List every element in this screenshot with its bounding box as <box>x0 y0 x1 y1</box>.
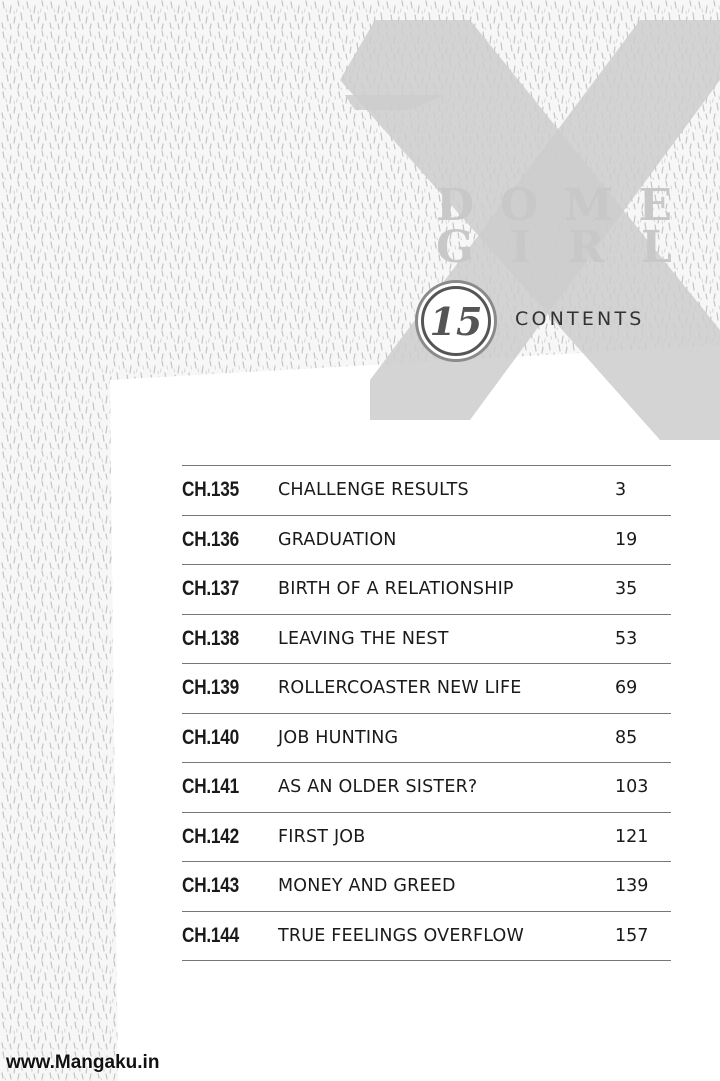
chapter-page: 85 <box>615 727 638 748</box>
chapter-page: 69 <box>615 678 638 699</box>
logo-letter: G <box>436 222 474 273</box>
toc-row <box>182 813 671 863</box>
chapter-title: TRUE FEELINGS OVERFLOW <box>278 925 525 946</box>
toc-row <box>182 763 671 813</box>
volume-number: 15 <box>421 286 491 356</box>
chapter-page: 103 <box>615 777 649 798</box>
logo-letter: L <box>641 222 672 273</box>
logo-girl <box>436 222 672 273</box>
chapter-number: CH.137 <box>182 577 239 601</box>
chapter-number: CH.140 <box>182 725 239 749</box>
logo-letter: M <box>563 180 613 231</box>
toc-row <box>182 516 671 566</box>
chapter-title: ROLLERCOASTER NEW LIFE <box>278 678 522 699</box>
toc-row <box>182 664 671 714</box>
chapter-number: CH.143 <box>182 874 239 898</box>
chapter-title: GRADUATION <box>278 529 397 550</box>
logo-letter: I <box>510 222 531 273</box>
toc-row <box>182 912 671 962</box>
chapter-number: CH.142 <box>182 824 239 848</box>
toc-row <box>182 862 671 912</box>
chapter-title: JOB HUNTING <box>278 727 399 748</box>
toc-row <box>182 466 671 516</box>
chapter-page: 53 <box>615 628 638 649</box>
chapter-number: CH.144 <box>182 923 239 947</box>
toc-row <box>182 565 671 615</box>
site-watermark: www.Mangaku.in <box>6 1052 160 1073</box>
logo-letter: E <box>638 180 672 231</box>
logo-letter: R <box>567 222 605 273</box>
chapter-page: 3 <box>615 480 627 501</box>
chapter-title: CHALLENGE RESULTS <box>278 480 469 501</box>
chapter-title: FIRST JOB <box>278 826 366 847</box>
logo-letter: D <box>436 180 475 231</box>
toc-row <box>182 615 671 665</box>
chapter-page: 35 <box>615 579 638 600</box>
chapter-number: CH.135 <box>182 478 239 502</box>
chapter-page: 139 <box>615 876 649 897</box>
contents-heading: CONTENTS <box>515 308 645 330</box>
chapter-title: BIRTH OF A RELATIONSHIP <box>278 579 514 600</box>
chapter-number: CH.141 <box>182 775 239 799</box>
chapter-page: 19 <box>615 529 638 550</box>
chapter-number: CH.136 <box>182 527 239 551</box>
chapter-title: AS AN OLDER SISTER? <box>278 777 478 798</box>
chapter-number: CH.138 <box>182 626 239 650</box>
chapter-title: LEAVING THE NEST <box>278 628 449 649</box>
chapter-title: MONEY AND GREED <box>278 876 456 897</box>
toc-row <box>182 714 671 764</box>
table-of-contents <box>182 465 671 961</box>
logo-letter: O <box>499 180 539 231</box>
chapter-number: CH.139 <box>182 676 239 700</box>
volume-badge <box>415 280 497 362</box>
chapter-page: 157 <box>615 925 649 946</box>
chapter-page: 121 <box>615 826 649 847</box>
